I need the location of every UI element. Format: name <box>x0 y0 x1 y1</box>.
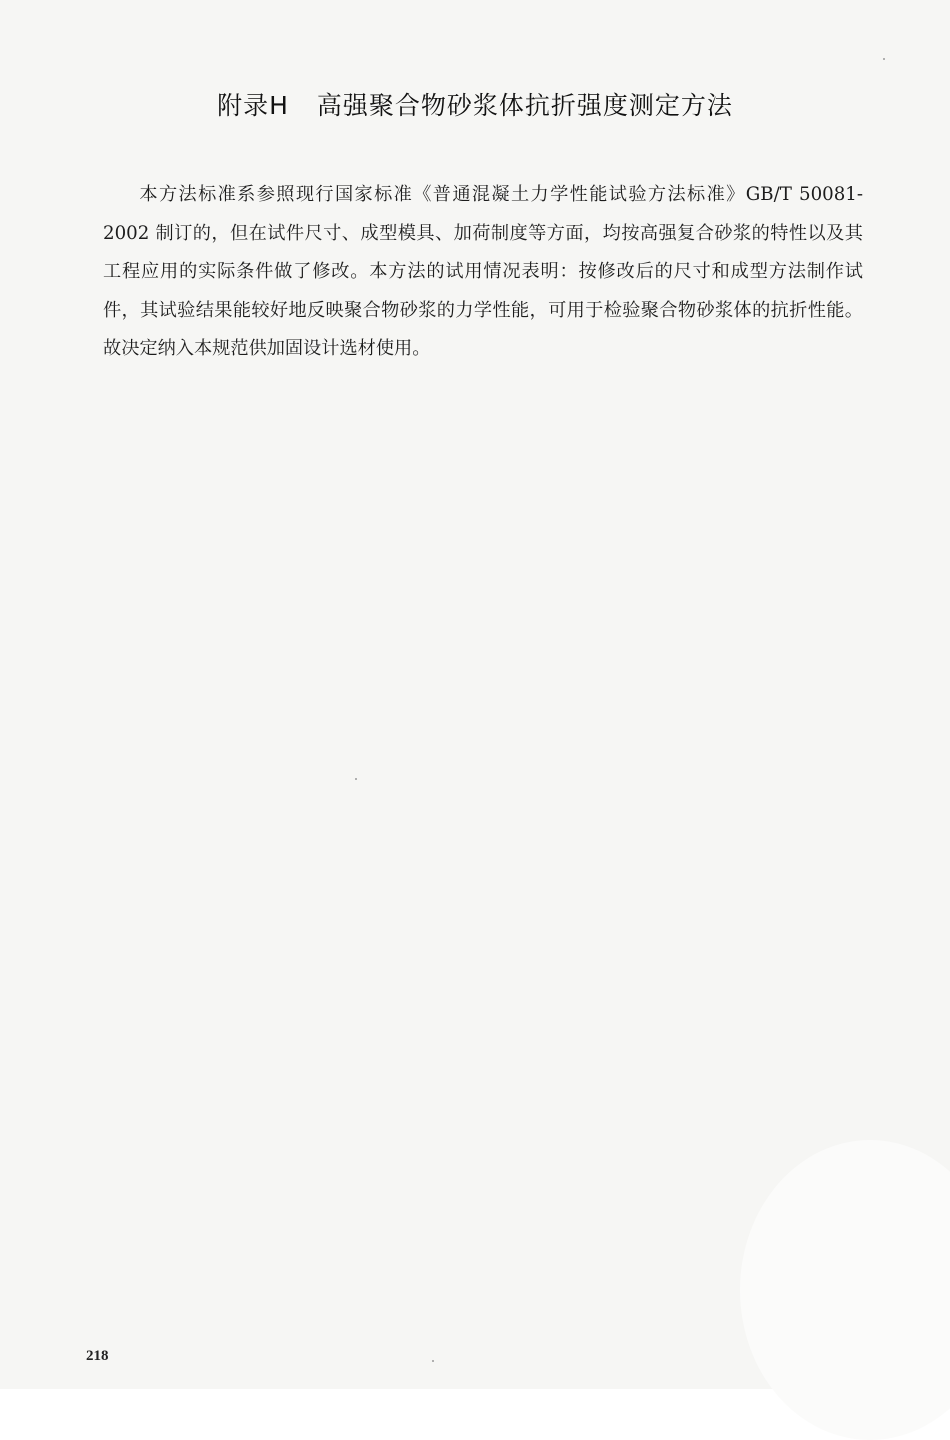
appendix-label: 附录H <box>217 91 289 120</box>
appendix-title-text: 高强聚合物砂浆体抗折强度测定方法 <box>316 91 733 120</box>
scan-speck <box>432 1360 434 1362</box>
scan-glare <box>740 1140 950 1440</box>
scan-speck <box>883 58 885 60</box>
page-number: 218 <box>86 1348 109 1364</box>
scan-speck <box>355 778 357 780</box>
body-paragraph: 本方法标准系参照现行国家标准《普通混凝土力学性能试验方法标准》GB/T 50081-2002 制订的，但在试件尺寸、成型模具、加荷制度等方面，均按高强复合砂浆的特性以及其工程应用的实际条件做了修改。本方法的试用情况表明：按修改后的尺寸和成型方法制作试件，其试验结果能较好地反映聚合物砂浆的力学性能，可用于检验聚合物砂浆体的抗折性能。故决定纳入本规范供加固设计选材使用。 <box>103 184 863 359</box>
appendix-title <box>0 86 950 122</box>
